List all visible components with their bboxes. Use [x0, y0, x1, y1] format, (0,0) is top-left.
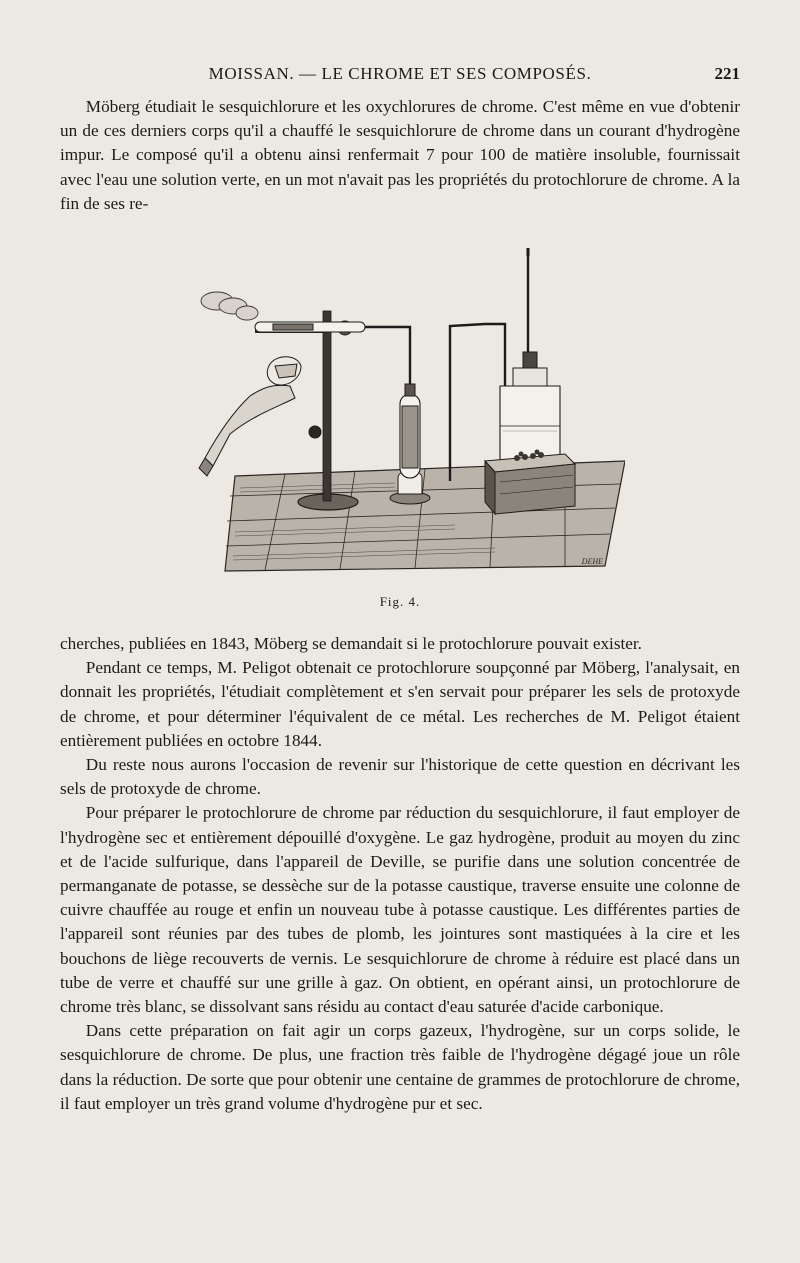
running-title: MOISSAN. — LE CHROME ET SES COMPOSÉS. — [208, 64, 592, 83]
paragraph-preparation: Pour préparer le protochlorure de chrome par réduction du sesquichlorure, il faut employer de l'hydrogène sec et entièrement dépouillé d'oxygène. Le gaz hydrogène, produit au moyen du zinc et de l'acide sulfurique, dans l'appareil de Deville, se purifie dans une solution concentrée de permanganate de potasse, se dessèche sur de la potasse caustique, traverse ensuite une colonne de cuivre chauffée au rouge et enfin un nouveau tube à potasse caustique. Les différentes parties de l'appareil sont réunies par des tubes de plomb, les jointures sont mastiquées à la cire et les bouchons de liège recouverts de vernis. Le sesquichlorure de chrome à réduire est placé dans un tube de verre et chauffé sur une grille à gaz. On obtient, en opérant ainsi, un protochlorure de chrome très blanc, se dissolvant sans résidu au contact d'eau saturée d'acide carbonique. — [60, 803, 740, 1017]
wash-bottle — [500, 248, 560, 461]
figure-caption: Fig. 4. — [379, 594, 421, 609]
smoke-cloud — [201, 292, 258, 320]
running-header — [60, 64, 740, 90]
paragraph-hydrogene: Dans cette préparation on fait agir un corps gazeux, l'hydrogène, sur un corps solide, le sesquichlorure de chrome. De plus, une fraction très faible de l'hydrogène dégagé joue un rôle dans la réduction. De sorte que pour obtenir une centaine de grammes de protochlorure de chrome, il faut employer un très grand volume d'hydrogène pur et sec. — [60, 1021, 740, 1113]
intro-paragraph: Möberg étudiait le sesquichlorure et les oxychlorures de chrome. C'est même en vue d'obtenir un de ces derniers corps qu'il a chauffé le sesquichlorure de chrome dans un courant d'hydrogène impur. Le composé qu'il a obtenu ainsi renfermait 7 pour 100 de matière insoluble, fournissait avec l'eau une solution verte, en un mot n'avait pas les propriétés du protochlorure de chrome. A la fin de ses re- — [60, 97, 740, 213]
text-block-top — [60, 95, 740, 216]
apparatus-engraving — [195, 236, 625, 576]
paragraph-historique: Du reste nous aurons l'occasion de revenir sur l'historique de cette question en décrivant les sels de protoxyde de chrome. — [60, 755, 740, 799]
paragraph-continuation: cherches, publiées en 1843, Möberg se demandait si le protochlorure pouvait exister. — [60, 634, 642, 653]
page-number: 221 — [714, 64, 740, 83]
paragraph-peligot: Pendant ce temps, M. Peligot obtenait ce protochlorure soupçonné par Möberg, l'analysait, en donnait les propriétés, l'étudiait complètement et s'en servait pour préparer les sels de protoxyde de chrome, et pour déterminer l'équivalent de ce métal. Les recherches de M. Peligot étaient entièrement publiées en octobre 1844. — [60, 658, 740, 750]
hand-with-flask — [199, 357, 301, 476]
wooden-box — [485, 454, 575, 514]
engraver-signature: DEHE — [581, 557, 603, 566]
reaction-tube — [255, 322, 405, 332]
text-block-bottom — [60, 632, 740, 1116]
